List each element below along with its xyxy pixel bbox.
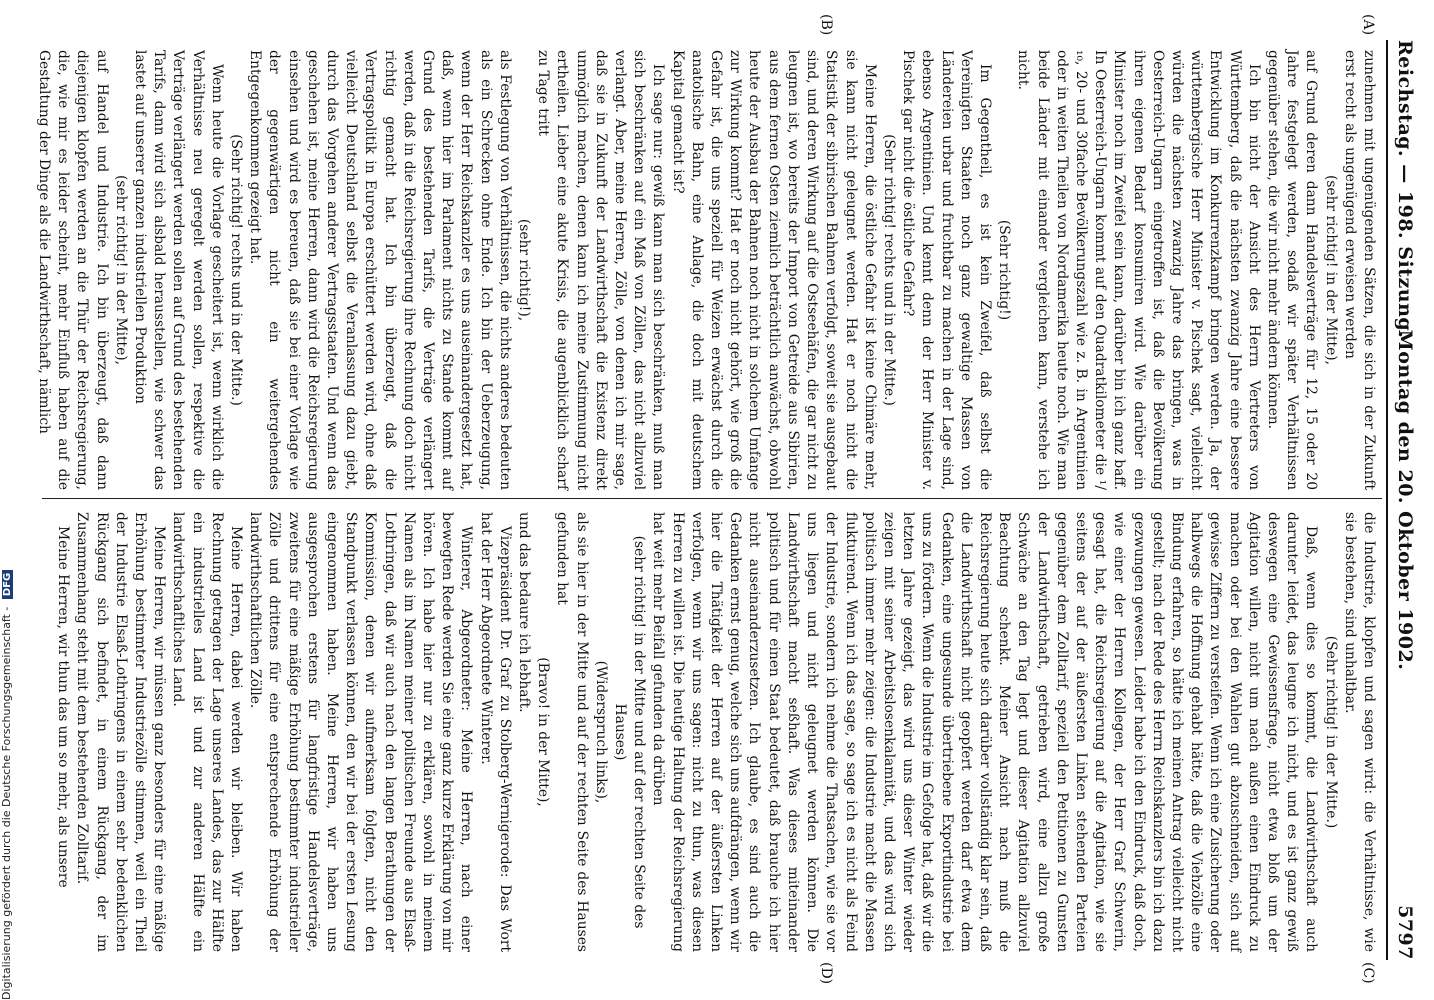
credit-text: Digitalisierung gefördert durch die Deutsche Forschungsgemeinschaft - [0,606,13,1000]
header-title: Reichstag. — 198. Sitzung. [1394,40,1416,339]
header-rule [1386,40,1388,960]
speaker-paragraph: Winterer, Abgeordneter: Meine Herren, nach einer bewegten Rede werden Sie eine ganz kurze Erklärung von mir hören. Ich habe hier nur zu erklären, sowohl in meinem Namen als im Namen meiner politischen Freunde aus Elsaß-Lothringen, daß wir auch nach den langen Berathungen der Kommission, denen wir aufmerksam folgten, nicht den Standpunkt verlassen können, den wir bei der ersten Lesung eingenommen haben. Meine Herren, wir haben uns ausgesprochen erstens für langfristige Handelsverträge, zweitens für eine mäßige Erhöhung bestimmter industrieller Zölle und drittens für eine entsprechende Erhöhung der landwirthschaftlichen Zölle. [247,512,475,952]
left-column [35,50,1378,490]
paragraph: Wenn heute die Vorlage gescheitert ist, wenn wirklich die Verhältnisse neu geregelt werden sollen, respektive die Verträge verlängert werden sollen auf Grund des bestehenden Tarifs, dann wird sich alsbald herausstellen, wie schwer das lastet auf unserer ganzen industriellen Produktion [132,50,225,490]
paragraph: Meine Herren, wir müssen ganz besonders für eine mäßige Erhöhung bestimmter Industriezölle stimmen, weil ein Theil der Industrie Elsaß-Lothringens in einem sehr bedenklichen Rückgang sich befindet, in einem Rückgang, der im Zusammenhang steht mit dem bestehenden Zolltarif. [74,512,168,952]
header-date: Montag den 20. Oktober 1902. [1394,329,1416,671]
right-column [38,512,1378,952]
paragraph: Meine Herren, die östliche Gefahr ist keine Chimäre mehr, sie kann nicht geleugnet werden. Hat er noch nicht die Statistik der sibirischen Bahnen verfolgt, soweit sie ausgebaut sind, und deren Wirkung auf die Ostseehäfen, die gar nicht zu leugnen ist, wo bereits der Import von Getreide aus Sibirien, aus dem fernen Osten ziemlich beträchtlich anwächst, obwohl heute der Ausbau der Bahnen noch nicht in solchem Umfange zur Wirkung kommt? Hat er noch nicht gehört, wie groß die Gefahr ist, die uns speziell für Weizen erwächst durch die anatolische Bahn, eine Anlage, die doch mit deutschem Kapital gemacht ist? [669,50,878,490]
page-header [1388,40,1422,960]
newspaper-page [24,0,1434,1000]
column-divider [42,498,1382,499]
interjection: (Sehr richtig! rechts und in der Mitte.) [228,134,245,406]
paragraph: und das bedaure ich lebhaft. [516,512,533,713]
paragraph: Daß, wenn dies so kommt, die Landwirthschaft auch darunter leidet, das leugne ich nicht, und es ist ganz gewiß deswegen eine Gewissensfrage, nicht etwa bloß um der Agitation willen, nicht um nach außen einen Eindruck zu machen oder bei den Wahlen gut abzuschneiden, sich auf gewisse Ziffern zu versteifen. Wenn ich eine Zusicherung oder halbwegs die Hoffnung gehabt hätte, daß die Viehzölle eine Bindung erfahren, so hätte ich meinen Antrag vielleicht nicht gestellt; nach der Rede des Herrn Reichskanzlers bin ich dazu gezwungen gewesen. Leider habe ich den Eindruck, daß doch, wie einer der Herren Kollegen, der Herr Graf Schwerin, gesagt hat, die Reichsregierung auf die Agitation, wie sie seitens der auf der äußersten Linken stehenden Parteien gegenüber dem Zolltarif, speziell den Petitionen zu Gunsten der Landwirthschaft, getrieben wird, eine allzu große Schwäche an den Tag legt und dieser Agitation allzuviel Beachtung schenkt. Meiner Ansicht nach muß die Reichsregierung heute sich darüber vollständig klar sein, daß die Landwirthschaft nicht geopfert werden darf etwa dem Gedanken, eine ungesunde übertriebene Exportindustrie bei uns zu fördern. Wenn die Industrie im Gefolge hat, daß wir die letzten Jahre gezeigt, das wird uns dieser Winter wieder zeigen mit seiner Arbeitslosenkalamität, und das wird sich politisch immer mehr zeigen: die Industrie macht die Massen fluktuirend. Wenn ich das sage, so sage ich es nicht als Feind der Industrie, sondern ich nehme die Thatsachen, wie sie vor uns liegen und nicht geleugnet werden können. Die Landwirthschaft macht seßhaft. Was dieses miteinander politisch und für einen Staat bedeutet, daß brauche ich hier nicht auseinanderzusetzen. Ich glaube, es sind auch die Gedanken ernst genug, welche sich uns aufdrängen, wenn wir hier die Thätigkeit der Herren auf der äußersten Linken verfolgen, wenn wir uns sagen: nicht zu thun, was diesen Herren zu willen ist. Die heutige Haltung der Reichsregierung hat weit mehr Beifall gefunden da drüben [650,512,1320,952]
interjection: (Bravo! in der Mitte), [535,657,552,807]
interjection: (Widerspruch links), [592,660,609,804]
interjection: (Sehr richtig!) [996,219,1013,321]
margin-marker-b: (B) [818,14,834,36]
margin-marker-a: (A) [1360,14,1376,36]
interjection: (Sehr richtig! rechts und in der Mitte.) [880,134,897,406]
interjection: (sehr richtig! in der Mitte und auf der rechten Seite des Hauses) [612,535,648,929]
interjection: (Sehr richtig! in der Mitte.) [1322,635,1339,829]
margin-marker-d: (D) [818,962,834,985]
dfg-logo: DFG [2,570,13,599]
paragraph: Meine Herren, wir thun das um so mehr, als unsere [55,526,72,888]
speaker-paragraph: Vizepräsident Dr. Graf zu Stolberg-Wernigerode: Das Wort hat der Herr Abgeordnete Winterer. [477,512,513,952]
interjection: (sehr richtig!), [516,218,533,322]
paragraph: als Festlegung von Verhältnissen, die nichts anderes bedeuten als ein Schrecken ohne Ende. Ich bin der Ueberzeugung, wenn der Herr Reichskanzler es uns auseinandergesetzt hat, daß, wenn hier im Parlament nichts zu Stande kommt auf Grund des bestehenden Tarifs, die Verträge verlängert werden, daß in die Reichsregierung ihre Rechnung doch nicht richtig gemacht hat. Ich bin überzeugt, daß die Vertragspolitik in Europa erschüttert werden wird, ohne daß vielleicht Deutschland selbst die Veranlassung dazu giebt, durch das Vorgehen anderer Vertragsstaaten. Und wenn das geschehen ist, meine Herren, dann wird die Reichsregierung einsehen und wird es bereuen, daß sie bei einer Vorlage wie der gegenwärtigen nicht ein weitergehendes Entgegenkommen gezeigt hat. [247,50,513,490]
interjection: (sehr richtig! in der Mitte), [1322,174,1339,366]
paragraph: Ich sage nur: gewiß kann man sich beschränken, muß man sich beschränken auf ein Maß von Zöllen, das nicht allzuviel verlangt. Aber, meine Herren, Zölle, von denen ich mir sage, daß sie in Zukunft der Landwirthschaft die Existenz direkt unmöglich machen, denen kann ich meine Zustimmung nicht ertheilen. Lieber eine akute Krisis, die augenblicklich scharf zu Tage tritt [535,50,667,490]
paragraph: auf Grund deren dann Handelsverträge für 12, 15 oder 20 Jahre festgelegt werden, sodaß wir später Verhältnissen gegenüber stehen, die wir nicht mehr ändern können. [1264,50,1320,490]
paragraph: Im Gegentheil, es ist kein Zweifel, daß selbst die Vereinigten Staaten noch ganz gewaltige Massen von Ländereien urbar und fruchtbar zu machen in der Lage sind, ebenso Argentinien. Und kennt denn der Herr Minister v. Pischek gar nicht die östliche Gefahr? [900,50,993,490]
paragraph: die Industrie, klopfen und sagen wird: die Verhältnisse, wie sie bestehen, sind unhaltbar. [1341,512,1377,952]
paragraph: Meine Herren, dabei werden wir bleiben. Wir haben Rechnung getragen der Lage unseres Landes, das zur Hälfte ein industrielles Land ist und zur anderen Hälfte ein landwirthschaftliches Land. [170,512,245,952]
page-number: 5797 [1394,905,1416,960]
paragraph: zunehmen mit ungenügenden Sätzen, die sich in der Zukunft erst recht als ungenügend erweisen werden [1341,50,1377,490]
interjection: (sehr richtig! in der Mitte), [112,174,129,366]
sidebar [0,0,22,1000]
margin-marker-c: (C) [1360,962,1376,984]
paragraph: Ich bin nicht der Ansicht des Herrn Vertreters von Württemberg, daß die nächsten zwanzig Jahre eine bessere Entwicklung im Konkurrenzkampf bringen werden. Ja, der württembergische Herr Minister v. Pischek sagt, vielleicht würden die nächsten zwanzig Jahre das bringen, was in Oesterreich-Ungarn eingetroffen ist, daß die Bevölkerung ihren eigenen Bedarf konsumiren wird. Wie darüber ein Minister noch im Zweifel sein kann, darüber bin ich ganz baff. In Oesterreich-Ungarn kommt auf den Quadratkilometer die ¹/₁₀, 20- und 30fache Bevölkerungszahl wie z. B. in Argentinien oder in weiten Theilen von Nordamerika heute noch. Wie man beide Länder mit einander vergleichen kann, verstehe ich nicht. [1015,50,1262,490]
paragraph: auf Handel und Industrie. Ich bin überzeugt, daß dann diejenigen klopfen werden an die Thür der Reichsregierung, die, wie mir es leider scheint, mehr Einfluß haben auf die Gestaltung der Dinge als die Landwirthschaft, nämlich [35,50,110,490]
paragraph: als sie hier in der Mitte und auf der rechten Seite des Hauses gefunden hat [554,512,590,952]
digitization-credit [0,0,22,1000]
